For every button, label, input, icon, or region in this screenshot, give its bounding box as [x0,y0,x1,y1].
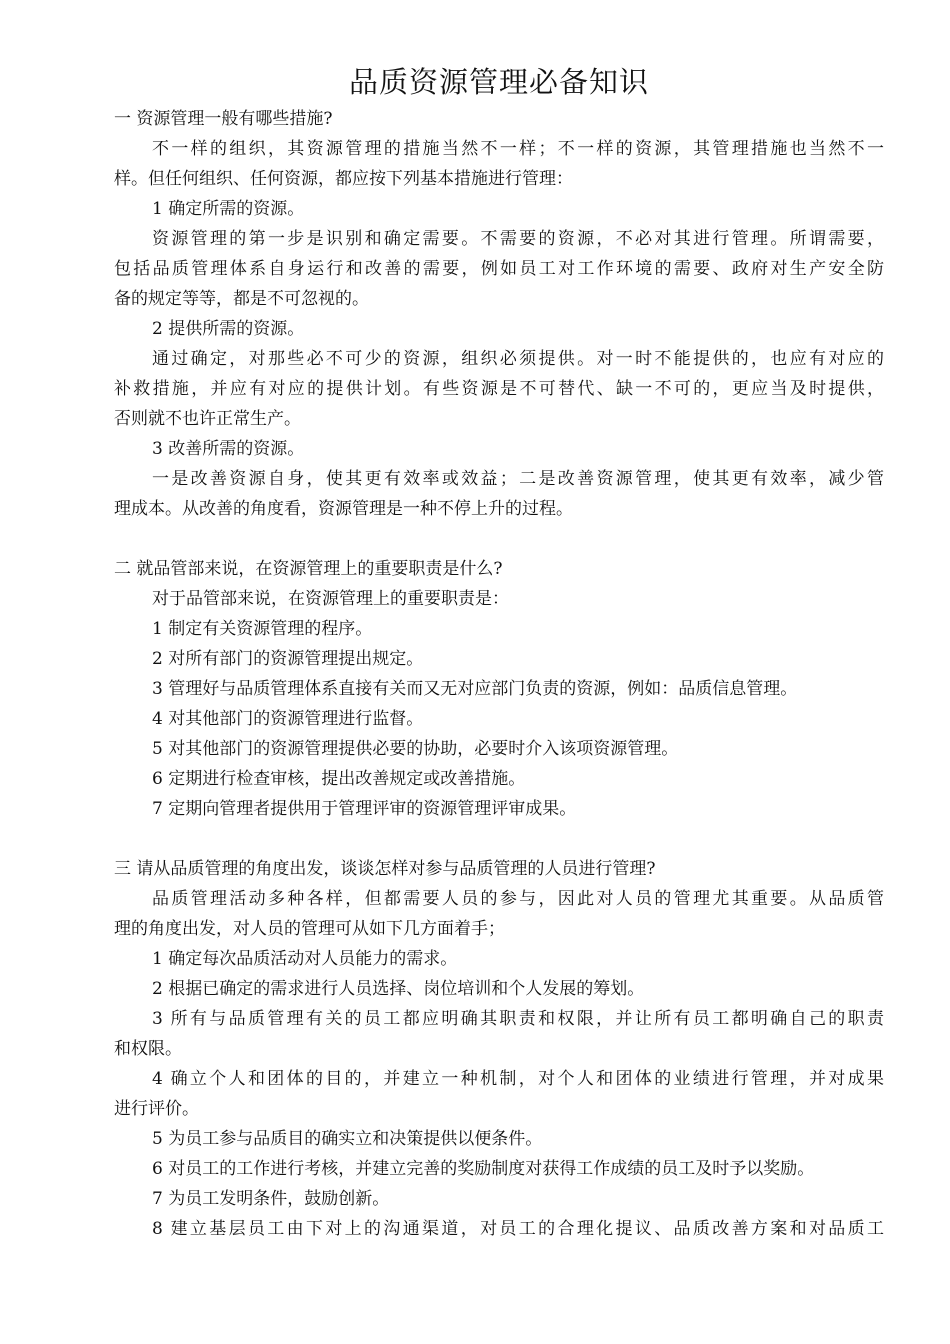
text-line: 5 为员工参与品质目的确实立和决策提供以便条件。 [152,1129,543,1149]
text-line: 1 确定每次品质活动对人员能力的需求。 [152,949,458,969]
text-line: 3 所有与品质管理有关的员工都应明确其职责和权限，并让所有员工都明确自己的职责 [152,1009,884,1029]
text-line: 4 确立个人和团体的目的，并建立一种机制，对个人和团体的业绩进行管理，并对成果 [152,1069,884,1089]
text-line: 进行评价。 [114,1099,199,1119]
text-line: 1 确定所需的资源。 [152,199,305,219]
text-line: 对于品管部来说，在资源管理上的重要职责是： [152,589,509,609]
text-line: 2 对所有部门的资源管理提出规定。 [152,649,424,669]
text-line: 5 对其他部门的资源管理提供必要的协助，必要时介入该项资源管理。 [152,739,679,759]
text-line: 品质管理活动多种各样，但都需要人员的参与，因此对人员的管理尤其重要。从品质管 [152,889,884,909]
text-line: 7 定期向管理者提供用于管理评审的资源管理评审成果。 [152,799,577,819]
text-line: 7 为员工发明条件，鼓励创新。 [152,1189,390,1209]
text-line: 补救措施，并应有对应的提供计划。有些资源是不可替代、缺一不可的，更应当及时提供， [114,379,884,399]
blank-line [114,524,884,554]
text-line: 8 建立基层员工由下对上的沟通渠道，对员工的合理化提议、品质改善方案和对品质工 [152,1219,884,1239]
text-line: 样。但任何组织、任何资源，都应按下列基本措施进行管理： [114,169,573,189]
text-line: 通过确定，对那些必不可少的资源，组织必须提供。对一时不能提供的，也应有对应的 [152,349,884,369]
text-line: 资源管理的第一步是识别和确定需要。不需要的资源，不必对其进行管理。所谓需要， [152,229,884,249]
document-body [114,104,884,1244]
text-line: 4 对其他部门的资源管理进行监督。 [152,709,424,729]
section-heading: 三 请从品质管理的角度出发，谈谈怎样对参与品质管理的人员进行管理? [114,859,656,879]
text-line: 3 改善所需的资源。 [152,439,305,459]
text-line: 不一样的组织，其资源管理的措施当然不一样；不一样的资源，其管理措施也当然不一 [152,139,884,159]
text-line: 一是改善资源自身，使其更有效率或效益；二是改善资源管理，使其更有效率，减少管 [152,469,884,489]
text-line: 备的规定等等，都是不可忽视的。 [114,289,369,309]
text-line: 2 根据已确定的需求进行人员选择、岗位培训和个人发展的筹划。 [152,979,645,999]
text-line: 3 管理好与品质管理体系直接有关而又无对应部门负责的资源，例如：品质信息管理。 [152,679,798,699]
document-title: 品质资源管理必备知识 [348,65,649,99]
text-line: 和权限。 [114,1039,182,1059]
text-line: 包括品质管理体系自身运行和改善的需要，例如员工对工作环境的需要、政府对生产安全防 [114,259,884,279]
text-line: 否则就不也许正常生产。 [114,409,301,429]
text-line: 6 定期进行检查审核，提出改善规定或改善措施。 [152,769,526,789]
text-line: 2 提供所需的资源。 [152,319,305,339]
text-line: 理成本。从改善的角度看，资源管理是一种不停上升的过程。 [114,499,573,519]
document-page [114,62,884,1244]
section-heading: 二 就品管部来说，在资源管理上的重要职责是什么? [114,559,503,579]
blank-line [114,824,884,854]
text-line: 1 制定有关资源管理的程序。 [152,619,373,639]
text-line: 6 对员工的工作进行考核，并建立完善的奖励制度对获得工作成绩的员工及时予以奖励。 [152,1159,815,1179]
section-heading: 一 资源管理一般有哪些措施? [114,109,333,129]
text-line: 理的角度出发，对人员的管理可从如下几方面着手； [114,919,505,939]
